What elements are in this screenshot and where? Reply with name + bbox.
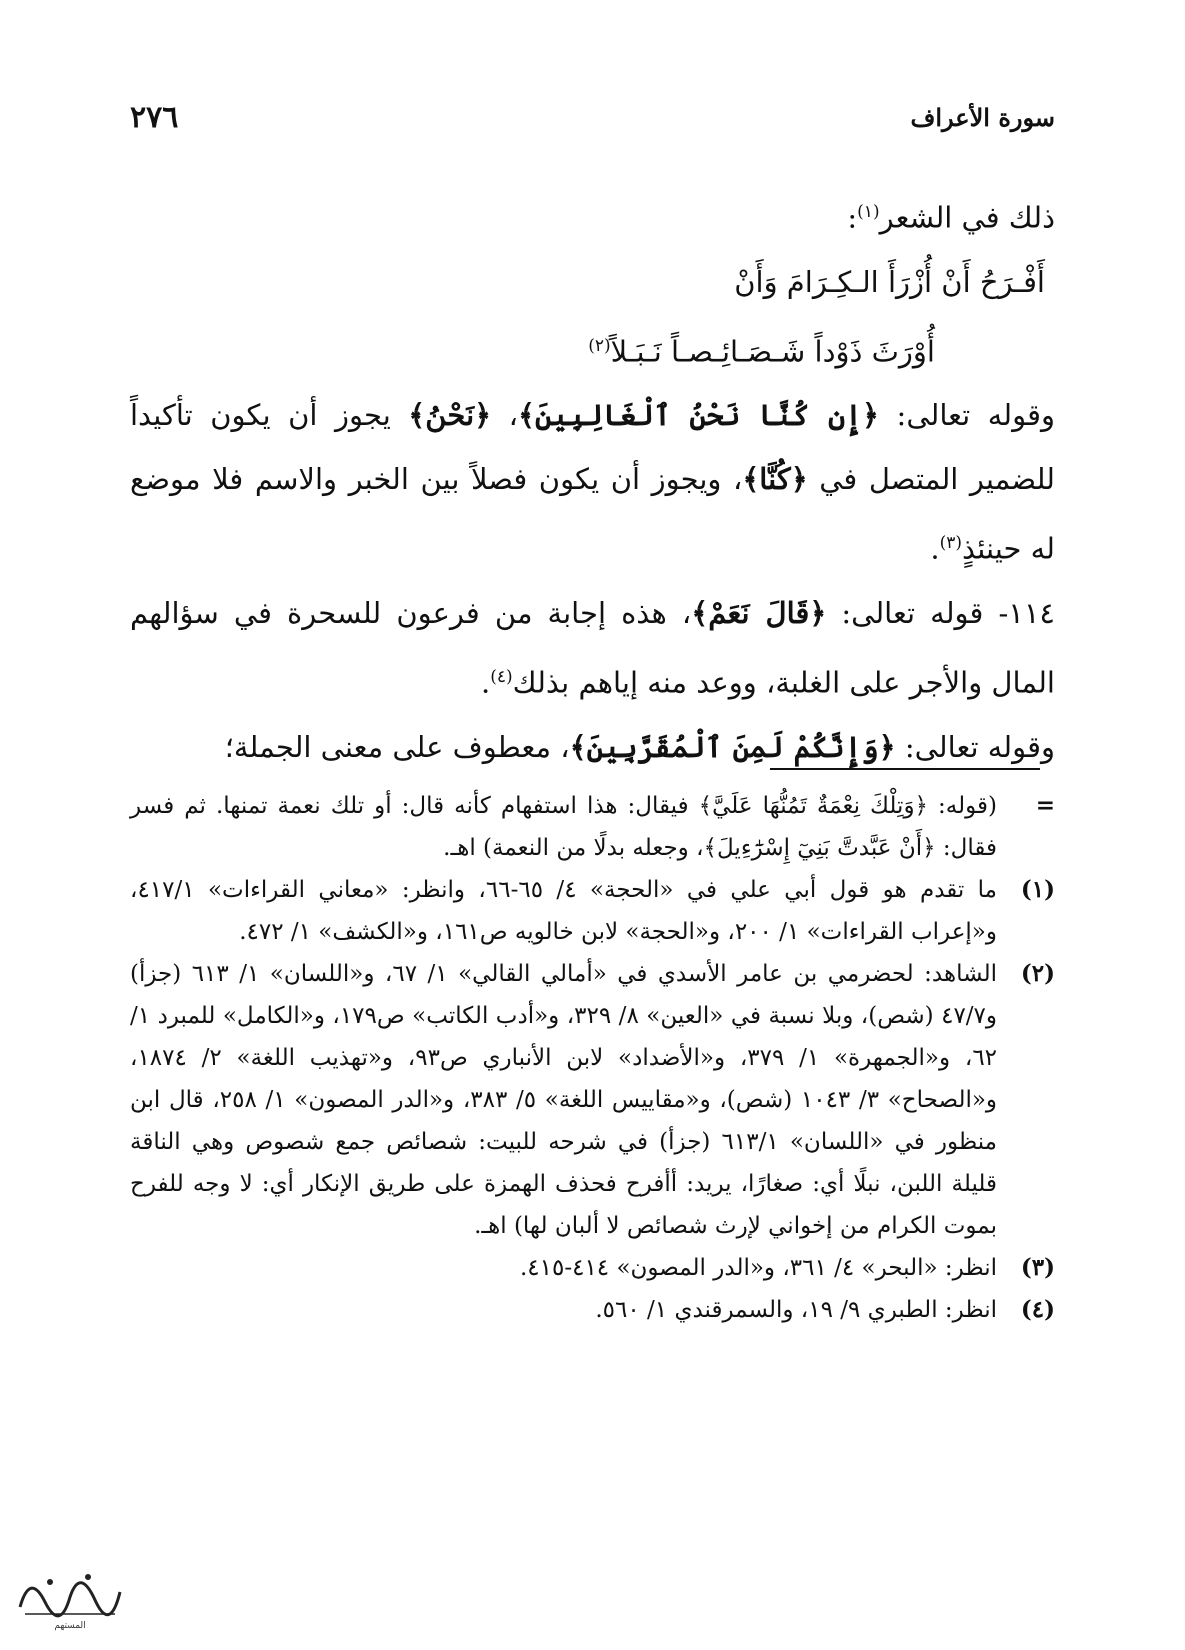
footnote-text: (قوله: ﴿وَتِلْكَ نِعْمَةٌ تَمُنُّهَا عَلَيَّ﴾ فيقال: هذا استفهام كأنه قال: أو تلك نعمة تمنها. ثم فسر فقال: ﴿أَنْ عَبَّدتَّ بَنِيٓ إِسْرَٰٓءِيلَ﴾، وجعله بدلًا من النعمة) اهـ. <box>130 793 997 861</box>
poetry-line-1: أَفْـرَحُ أَنْ أُزْرَأَ الـكِـرَامَ وَأَنْ <box>734 264 1045 299</box>
library-logo-icon <box>10 1552 130 1632</box>
footnote-ref-1: (١) <box>857 202 880 222</box>
paragraph-1 <box>130 383 1055 581</box>
quran-quote: ﴿نَحْنُ﴾ <box>408 398 492 433</box>
page-header <box>130 92 1055 142</box>
para3-end: ، معطوف على معنى الجملة؛ <box>224 729 570 764</box>
para2-end: ، هذه إجابة من فرعون للسحرة في سؤالهم المال والأجر على الغلبة، ووعد منه إياهم بذلك <box>130 595 1055 700</box>
footnote-number: (٤) <box>1020 1296 1055 1323</box>
para2-close: . <box>481 665 491 700</box>
footnote-1 <box>130 869 1055 953</box>
footnote-number: (٣) <box>1020 1254 1055 1281</box>
para2-start: ١١٤- قوله تعالى: <box>826 595 1055 630</box>
quran-quote: ﴿قَالَ نَعَمْ﴾ <box>691 595 827 630</box>
para1-close: . <box>930 531 940 566</box>
surah-title: سورة الأعراف <box>910 102 1055 132</box>
footnote-text: انظر: الطبري ٩/ ١٩، والسمرقندي ١/ ٥٦٠. <box>595 1297 997 1323</box>
footnote-continued <box>130 785 1055 869</box>
watermark-graphic <box>10 1552 130 1632</box>
footnote-4 <box>130 1289 1055 1331</box>
footnote-number: = <box>1035 792 1055 819</box>
poetry-line-2-text: أُوْرَثَ ذَوْداً شَـصَـائِـصـاً نَـبَـلاً <box>610 334 935 369</box>
quran-quote: ﴿وَإِنَّكُمْ لَمِنَ ٱلْمُقَرَّبِينَ﴾ <box>569 729 896 764</box>
footnote-ref-4: (٤) <box>490 666 513 687</box>
main-text <box>130 180 1055 779</box>
footnote-2 <box>130 953 1055 1247</box>
quran-quote: ﴿كُنَّا﴾ <box>742 462 808 497</box>
page-number: ٢٧٦ <box>130 99 179 135</box>
paragraph-2 <box>130 581 1055 715</box>
para3-start: وقوله تعالى: <box>895 729 1055 764</box>
poetry-line-2 <box>130 314 1055 384</box>
footnote-number: (١) <box>1020 876 1055 903</box>
para1-end: ، ويجوز أن يكون فصلاً بين الخبر والاسم فلا موضع له حينئذٍ <box>130 462 1055 566</box>
intro-text: ذلك في الشعر <box>879 200 1055 235</box>
para1-sep: ، <box>491 398 519 433</box>
footnote-number: (٢) <box>1020 960 1055 987</box>
quran-quote: ﴿إِن كُنَّا نَحْنُ ٱلْغَالِبِينَ﴾ <box>518 398 880 433</box>
footnote-divider <box>770 768 1040 770</box>
intro-colon: : <box>847 200 858 235</box>
footnote-ref-2: (٢) <box>588 335 611 356</box>
para1-mid: يجوز أن يكون تأكيداً للضمير المتصل في <box>130 398 1056 497</box>
intro-line <box>130 180 1055 250</box>
footnote-3 <box>130 1247 1055 1289</box>
footnote-text: ما تقدم هو قول أبي علي في «الحجة» ٤/ ٦٥-٦٦، وانظر: «معاني القراءات» ٤١٧/١، و«إعراب القراءات» ١/ ٢٠٠، و«الحجة» لابن خالويه ص١٦١، و«الكشف» ١/ ٤٧٢. <box>130 877 998 945</box>
footnote-ref-3: (٣) <box>939 533 962 554</box>
footnote-text: انظر: «البحر» ٤/ ٣٦١، و«الدر المصون» ٤١٤-٤١٥. <box>519 1255 997 1281</box>
footnote-text: الشاهد: لحضرمي بن عامر الأسدي في «أمالي القالي» ١/ ٦٧، و«اللسان» ١/ ٦١٣ (جزأ) و٤٧/٧ (شص)، وبلا نسبة في «العين» ٨/ ٣٢٩، و«أدب الكاتب» ص١٧٩، و«الكامل» للمبرد ١/ ٦٢، و«الجمهرة» ١/ ٣٧٩، و«الأضداد» لابن الأنباري ص٩٣، و«تهذيب اللغة» ٢/ ١٨٧٤، و«الصحاح» ٣/ ١٠٤٣ (شص)، و«مقاييس اللغة» ٥/ ٣٨٣، و«الدر المصون» ١/ ٢٥٨، قال ابن منظور في «اللسان» ٦١٣/١ (جزأ) في شرحه للبيت: شصائص جمع شصوص وهي الناقة قليلة اللبن، نبلًا أي: صغارًا، يريد: أأفرح فحذف الهمزة على طريق الإنكار أي: لا وجه للفرح بموت الكرام من إخواني لإرث شصائص لا ألبان لها) اهـ. <box>130 961 998 1239</box>
watermark-text: المستهم <box>54 1621 86 1631</box>
footnotes <box>130 785 1055 1331</box>
para1-start: وقوله تعالى: <box>879 398 1055 433</box>
